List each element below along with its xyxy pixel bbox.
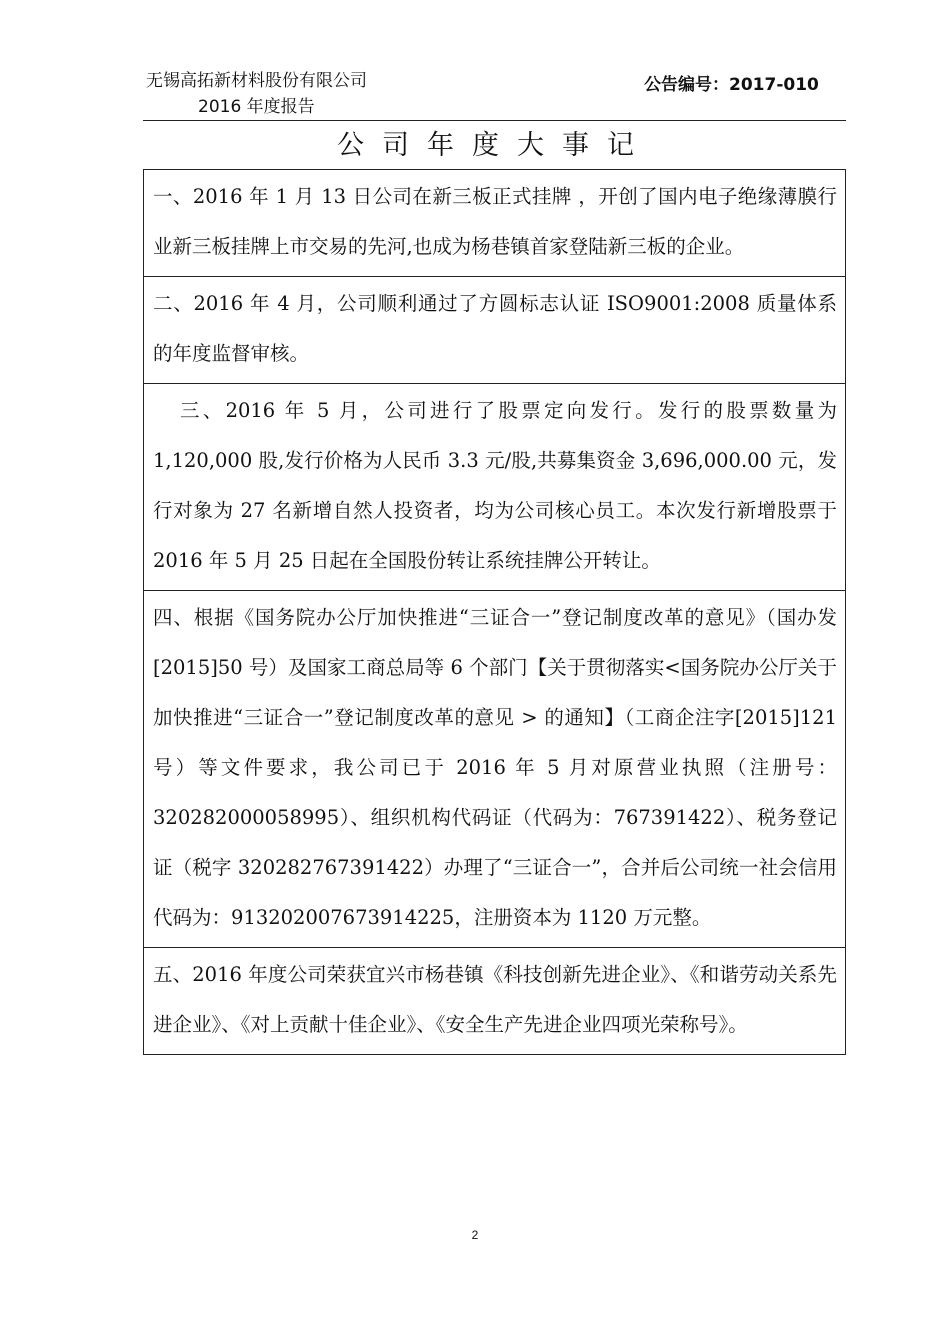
event-row-3: 三、2016 年 5 月，公司进行了股票定向发行。发行的股票数量为 1,120,000 股,发行价格为人民币 3.3 元/股,共募集资金 3,696,000.00 元，发行对象为 27 名新增自然人投资者，均为公司核心员工。本次发行新增股票于 2016 年 5 月 25 日起在全国股份转让系统挂牌公开转让。 (144, 384, 845, 591)
header-divider (143, 120, 846, 121)
events-table (143, 169, 846, 1055)
event-row-1: 一、2016 年 1 月 13 日公司在新三板正式挂牌 ，开创了国内电子绝缘薄膜行业新三板挂牌上市交易的先河,也成为杨巷镇首家登陆新三板的企业。 (144, 170, 845, 277)
report-header (146, 68, 367, 120)
report-year: 2016 年度报告 (198, 97, 315, 117)
announcement-number: 公告编号：2017-010 (644, 75, 819, 95)
page-title: 公司年度大事记 (337, 130, 652, 161)
company-name: 无锡高拓新材料股份有限公司 (146, 71, 367, 91)
event-row-2: 二、2016 年 4 月，公司顺利通过了方圆标志认证 ISO9001:2008 质量体系的年度监督审核。 (144, 277, 845, 384)
event-row-4: 四、根据《国务院办公厅加快推进“三证合一”登记制度改革的意见》（国办发[2015]50 号）及国家工商总局等 6 个部门【关于贯彻落实<国务院办公厅关于加快推进“三证合一”登记制度改革的意见 > 的通知】（工商企注字[2015]121 号）等文件要求，我公司已于 2016 年 5 月对原营业执照（注册号：320282000058995）、组织机构代码证（代码为：767391422）、税务登记证（税字 320282767391422）办理了“三证合一”，合并后公司统一社会信用代码为：913202007673914225，注册资本为 1120 万元整。 (144, 591, 845, 948)
page-number: 2 (471, 1228, 479, 1242)
event-row-5: 五、2016 年度公司荣获宜兴市杨巷镇《科技创新先进企业》、《和谐劳动关系先进企业》、《对上贡献十佳企业》、《安全生产先进企业四项光荣称号》。 (153, 963, 837, 1036)
